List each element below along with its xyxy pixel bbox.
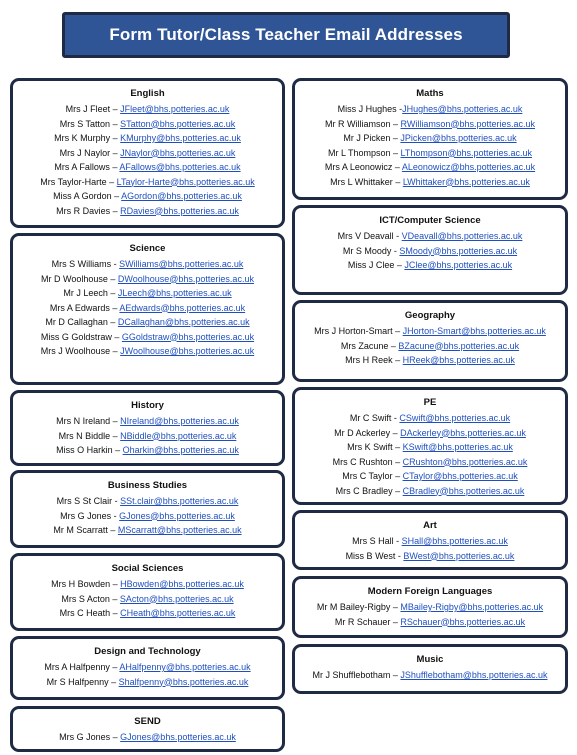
separator: – bbox=[390, 670, 401, 680]
teacher-name: Mr S Moody bbox=[342, 245, 392, 256]
teacher-name: Mrs N Biddle bbox=[58, 430, 111, 441]
separator: – bbox=[392, 355, 403, 365]
separator: – bbox=[392, 326, 403, 336]
email-link[interactable]: Shalfpenny@bhs.potteries.ac.uk bbox=[118, 676, 249, 687]
separator: – bbox=[107, 288, 118, 298]
email-link[interactable]: JNaylor@bhs.potteries.ac.uk bbox=[120, 147, 236, 158]
section-history bbox=[10, 390, 285, 466]
teacher-name: Mr D Ackerley bbox=[334, 427, 391, 438]
staff-entry bbox=[19, 660, 276, 675]
email-link[interactable]: HReek@bhs.potteries.ac.uk bbox=[402, 355, 515, 365]
separator: - bbox=[393, 536, 402, 546]
teacher-name: Mrs A Leonowicz bbox=[324, 162, 393, 172]
separator: - bbox=[112, 496, 121, 506]
staff-entry bbox=[19, 160, 276, 175]
separator: – bbox=[107, 273, 118, 284]
separator: – bbox=[110, 732, 121, 742]
staff-entry bbox=[301, 324, 559, 339]
page-title: Form Tutor/Class Teacher Email Addresses bbox=[109, 25, 463, 44]
staff-entry bbox=[301, 600, 559, 615]
staff-entry bbox=[301, 440, 559, 455]
separator: - bbox=[391, 413, 400, 423]
teacher-name: Mrs G Jones bbox=[60, 510, 112, 521]
separator: – bbox=[110, 205, 121, 216]
teacher-name: Miss A Gordon bbox=[53, 191, 112, 201]
section-music bbox=[292, 644, 568, 694]
staff-entry bbox=[19, 175, 276, 190]
section-heading: ICT/Computer Science bbox=[379, 215, 481, 226]
email-link[interactable]: CTaylor@bhs.potteries.ac.uk bbox=[402, 471, 518, 481]
separator: – bbox=[109, 662, 120, 672]
teacher-name: Mrs C Taylor bbox=[342, 471, 393, 481]
email-link[interactable]: ALeonowicz@bhs.potteries.ac.uk bbox=[401, 162, 536, 172]
separator: – bbox=[109, 162, 120, 172]
email-link[interactable]: CHeath@bhs.potteries.ac.uk bbox=[120, 608, 236, 618]
section-pe bbox=[292, 387, 568, 505]
email-link[interactable]: DWoolhouse@bhs.potteries.ac.uk bbox=[117, 273, 254, 284]
staff-entry bbox=[19, 315, 276, 330]
staff-entry bbox=[19, 414, 276, 429]
teacher-name: Mrs A Halfpenny bbox=[44, 662, 110, 672]
teacher-name: Mrs S St Clair bbox=[56, 496, 113, 506]
teacher-name: Mrs S Williams bbox=[51, 259, 112, 269]
teacher-name: Mr D Callaghan bbox=[45, 317, 108, 327]
email-link[interactable]: SHall@bhs.potteries.ac.uk bbox=[401, 536, 508, 546]
teacher-name: Mrs S Tatton bbox=[59, 118, 111, 129]
email-link[interactable]: JClee@bhs.potteries.ac.uk bbox=[404, 260, 513, 270]
separator: – bbox=[112, 445, 123, 455]
teacher-name: Mrs G Jones bbox=[59, 732, 111, 742]
staff-entry bbox=[19, 344, 276, 359]
email-link[interactable]: AFallows@bhs.potteries.ac.uk bbox=[119, 162, 241, 172]
teacher-name: Mrs V Deavall bbox=[337, 231, 394, 241]
email-link[interactable]: CBradley@bhs.potteries.ac.uk bbox=[402, 485, 525, 496]
teacher-name: Mr J Picken bbox=[343, 133, 391, 143]
staff-entry bbox=[301, 258, 559, 273]
email-link[interactable]: JPicken@bhs.potteries.ac.uk bbox=[400, 133, 517, 143]
email-link[interactable]: NBiddle@bhs.potteries.ac.uk bbox=[120, 430, 237, 441]
separator: – bbox=[392, 471, 403, 481]
section-modern-foreign-languages bbox=[292, 576, 568, 638]
separator: – bbox=[110, 104, 121, 114]
staff-entry bbox=[301, 615, 559, 630]
section-heading: Maths bbox=[416, 88, 444, 99]
email-link[interactable]: LThompson@bhs.potteries.ac.uk bbox=[400, 147, 533, 158]
email-link[interactable]: JLeech@bhs.potteries.ac.uk bbox=[117, 288, 232, 298]
staff-entry bbox=[19, 146, 276, 161]
staff-entry bbox=[19, 592, 276, 607]
teacher-name: Mr R Williamson bbox=[324, 118, 391, 129]
email-link[interactable]: RWilliamson@bhs.potteries.ac.uk bbox=[400, 118, 536, 129]
staff-entry bbox=[19, 102, 276, 117]
separator: – bbox=[110, 430, 121, 441]
separator: – bbox=[394, 260, 405, 270]
teacher-name: Mrs Zacune bbox=[340, 340, 389, 351]
teacher-name: Mrs N Ireland bbox=[56, 416, 111, 426]
email-link[interactable]: BWest@bhs.potteries.ac.uk bbox=[403, 550, 515, 561]
staff-entry bbox=[301, 102, 559, 117]
teacher-name: Mrs A Fallows bbox=[54, 162, 110, 172]
staff-entry bbox=[19, 509, 276, 524]
separator: – bbox=[390, 616, 401, 627]
staff-entry bbox=[19, 577, 276, 592]
email-link[interactable]: STatton@bhs.potteries.ac.uk bbox=[120, 118, 236, 129]
separator: - bbox=[111, 510, 120, 521]
section-english bbox=[10, 78, 285, 228]
separator: – bbox=[110, 133, 121, 143]
teacher-name: Mrs C Bradley bbox=[335, 485, 393, 496]
email-link[interactable]: MScarratt@bhs.potteries.ac.uk bbox=[117, 525, 242, 535]
separator: – bbox=[110, 416, 121, 426]
teacher-name: Mr C Swift bbox=[349, 413, 392, 423]
staff-entry bbox=[301, 411, 559, 426]
email-link[interactable]: CRushton@bhs.potteries.ac.uk bbox=[402, 456, 528, 467]
staff-entry bbox=[19, 494, 276, 509]
staff-entry bbox=[301, 131, 559, 146]
staff-entry bbox=[301, 455, 559, 470]
email-link[interactable]: RSchauer@bhs.potteries.ac.uk bbox=[400, 616, 526, 627]
separator: – bbox=[390, 602, 401, 612]
teacher-name: Mrs J Fleet bbox=[65, 104, 111, 114]
separator: – bbox=[392, 485, 403, 496]
separator: – bbox=[110, 147, 121, 158]
staff-entry bbox=[301, 534, 559, 549]
section-social-sciences bbox=[10, 553, 285, 631]
section-heading: History bbox=[131, 400, 164, 411]
teacher-name: Mrs C Heath bbox=[59, 608, 111, 618]
separator: – bbox=[392, 456, 403, 467]
email-link[interactable]: Oharkin@bhs.potteries.ac.uk bbox=[122, 445, 239, 455]
section-heading: Modern Foreign Languages bbox=[367, 586, 493, 597]
email-link[interactable]: JWoolhouse@bhs.potteries.ac.uk bbox=[120, 346, 255, 356]
email-link[interactable]: AEdwards@bhs.potteries.ac.uk bbox=[119, 302, 246, 313]
separator: – bbox=[108, 676, 119, 687]
separator: – bbox=[110, 608, 121, 618]
separator: – bbox=[110, 346, 121, 356]
staff-entry bbox=[301, 146, 559, 161]
teacher-name: Mrs R Davies bbox=[56, 205, 111, 216]
email-link[interactable]: JShufflebotham@bhs.potteries.ac.uk bbox=[400, 670, 548, 680]
section-heading: Social Sciences bbox=[111, 563, 184, 574]
staff-entry bbox=[19, 429, 276, 444]
email-link[interactable]: SActon@bhs.potteries.ac.uk bbox=[119, 593, 234, 604]
teacher-name: Mr S Halfpenny bbox=[46, 676, 109, 687]
section-art bbox=[292, 510, 568, 570]
staff-entry bbox=[301, 484, 559, 499]
teacher-name: Mrs J Naylor bbox=[59, 147, 111, 158]
teacher-name: Mr J Leech bbox=[63, 288, 108, 298]
teacher-name: Mrs H Reek bbox=[345, 355, 393, 365]
email-link[interactable]: JFleet@bhs.potteries.ac.uk bbox=[120, 104, 230, 114]
email-link[interactable]: GJones@bhs.potteries.ac.uk bbox=[120, 732, 236, 742]
staff-entry bbox=[19, 131, 276, 146]
separator: – bbox=[109, 593, 120, 604]
email-link[interactable]: VDeavall@bhs.potteries.ac.uk bbox=[401, 231, 523, 241]
staff-entry bbox=[19, 675, 276, 690]
teacher-name: Mr M Scarratt bbox=[53, 525, 108, 535]
separator: – bbox=[388, 340, 399, 351]
teacher-name: Mr J Shufflebotham bbox=[312, 670, 391, 680]
separator: - bbox=[111, 259, 120, 269]
section-heading: Design and Technology bbox=[94, 646, 201, 657]
separator: – bbox=[111, 331, 122, 342]
staff-entry bbox=[301, 244, 559, 259]
email-link[interactable]: LWhittaker@bhs.potteries.ac.uk bbox=[402, 176, 530, 187]
staff-entry bbox=[19, 301, 276, 316]
separator: – bbox=[390, 147, 401, 158]
teacher-name: Mrs Taylor-Harte bbox=[40, 176, 107, 187]
staff-entry bbox=[19, 330, 276, 345]
teacher-name: Mr M Bailey-Rigby bbox=[316, 602, 391, 612]
email-link[interactable]: SMoody@bhs.potteries.ac.uk bbox=[399, 245, 518, 256]
separator: – bbox=[392, 176, 403, 187]
section-heading: PE bbox=[423, 397, 437, 408]
teacher-name: Mrs A Edwards bbox=[49, 302, 110, 313]
teacher-name: Miss B West bbox=[345, 550, 396, 561]
staff-entry bbox=[301, 229, 559, 244]
staff-entry bbox=[301, 426, 559, 441]
staff-entry bbox=[19, 272, 276, 287]
email-link[interactable]: DAckerley@bhs.potteries.ac.uk bbox=[400, 427, 526, 438]
section-heading: Music bbox=[416, 654, 444, 665]
section-heading: Science bbox=[129, 243, 166, 254]
teacher-name: Miss G Goldstraw bbox=[40, 331, 112, 342]
page-title-banner bbox=[62, 12, 510, 58]
teacher-name: Miss J Clee bbox=[347, 260, 395, 270]
separator: – bbox=[392, 162, 402, 172]
section-heading: English bbox=[130, 88, 165, 99]
staff-entry bbox=[301, 339, 559, 354]
staff-entry bbox=[301, 469, 559, 484]
email-link[interactable]: MBailey-Rigby@bhs.potteries.ac.uk bbox=[400, 602, 544, 612]
staff-entry bbox=[19, 730, 276, 745]
teacher-name: Mrs J Woolhouse bbox=[40, 346, 111, 356]
section-geography bbox=[292, 300, 568, 382]
separator: - bbox=[393, 231, 402, 241]
email-link[interactable]: KSwift@bhs.potteries.ac.uk bbox=[402, 442, 513, 452]
separator: – bbox=[107, 525, 118, 535]
section-business-studies bbox=[10, 470, 285, 548]
section-maths bbox=[292, 78, 568, 200]
separator: – bbox=[390, 133, 401, 143]
section-send bbox=[10, 706, 285, 752]
section-ict-computer-science bbox=[292, 205, 568, 295]
email-link[interactable]: JHorton-Smart@bhs.potteries.ac.uk bbox=[402, 326, 546, 336]
teacher-name: Mrs K Murphy bbox=[54, 133, 111, 143]
staff-entry bbox=[301, 160, 559, 175]
separator: - bbox=[396, 104, 403, 114]
staff-entry bbox=[19, 117, 276, 132]
separator: – bbox=[107, 317, 118, 327]
email-link[interactable]: CSwift@bhs.potteries.ac.uk bbox=[399, 413, 511, 423]
section-science bbox=[10, 233, 285, 385]
separator: – bbox=[111, 191, 122, 201]
section-heading: Geography bbox=[404, 310, 456, 321]
staff-entry bbox=[19, 286, 276, 301]
section-design-and-technology bbox=[10, 636, 285, 700]
email-link[interactable]: AGordon@bhs.potteries.ac.uk bbox=[121, 191, 242, 201]
teacher-name: Mrs J Horton-Smart bbox=[314, 326, 393, 336]
staff-entry bbox=[301, 668, 559, 683]
email-link[interactable]: HBowden@bhs.potteries.ac.uk bbox=[120, 579, 244, 589]
separator: – bbox=[109, 302, 120, 313]
separator: – bbox=[110, 118, 121, 129]
email-link[interactable]: SWilliams@bhs.potteries.ac.uk bbox=[119, 259, 244, 269]
section-heading: Business Studies bbox=[107, 480, 188, 491]
teacher-name: Mrs S Acton bbox=[61, 593, 110, 604]
teacher-name: Mr L Thompson bbox=[327, 147, 391, 158]
email-link[interactable]: LTaylor-Harte@bhs.potteries.ac.uk bbox=[116, 176, 255, 187]
email-link[interactable]: DCallaghan@bhs.potteries.ac.uk bbox=[117, 317, 250, 327]
separator: – bbox=[390, 427, 401, 438]
staff-entry bbox=[301, 117, 559, 132]
staff-entry bbox=[301, 175, 559, 190]
teacher-name: Mr R Schauer bbox=[334, 616, 391, 627]
staff-entry bbox=[19, 606, 276, 621]
teacher-name: Mrs K Swift bbox=[347, 442, 393, 452]
teacher-name: Mrs C Rushton bbox=[332, 456, 393, 467]
staff-entry bbox=[19, 204, 276, 219]
teacher-name: Mrs S Hall bbox=[352, 536, 394, 546]
email-link[interactable]: NIreland@bhs.potteries.ac.uk bbox=[120, 416, 239, 426]
teacher-name: Miss J Hughes bbox=[337, 104, 397, 114]
separator: – bbox=[392, 442, 403, 452]
email-link[interactable]: RDavies@bhs.potteries.ac.uk bbox=[120, 205, 239, 216]
staff-entry bbox=[19, 523, 276, 538]
section-heading: Art bbox=[423, 520, 437, 531]
section-heading: SEND bbox=[134, 716, 161, 727]
separator: - bbox=[391, 245, 400, 256]
email-link[interactable]: JHughes@bhs.potteries.ac.uk bbox=[402, 104, 523, 114]
email-link[interactable]: BZacune@bhs.potteries.ac.uk bbox=[398, 340, 520, 351]
separator: – bbox=[390, 118, 401, 129]
email-link[interactable]: GGoldstraw@bhs.potteries.ac.uk bbox=[121, 331, 255, 342]
staff-entry bbox=[19, 257, 276, 272]
email-link[interactable]: KMurphy@bhs.potteries.ac.uk bbox=[120, 133, 241, 143]
email-link[interactable]: AHalfpenny@bhs.potteries.ac.uk bbox=[119, 662, 251, 672]
staff-entry bbox=[301, 549, 559, 564]
separator: – bbox=[110, 579, 121, 589]
teacher-name: Miss O Harkin bbox=[56, 445, 113, 455]
email-link[interactable]: GJones@bhs.potteries.ac.uk bbox=[119, 510, 235, 521]
teacher-name: Mr D Woolhouse bbox=[41, 273, 108, 284]
separator: – bbox=[106, 176, 117, 187]
teacher-name: Mrs H Bowden bbox=[51, 579, 111, 589]
staff-entry bbox=[301, 353, 559, 368]
teacher-name: Mrs L Whittaker bbox=[330, 176, 393, 187]
separator: - bbox=[395, 550, 404, 561]
staff-entry bbox=[19, 189, 276, 204]
staff-entry bbox=[19, 443, 276, 458]
email-link[interactable]: SSt.clair@bhs.potteries.ac.uk bbox=[120, 496, 239, 506]
